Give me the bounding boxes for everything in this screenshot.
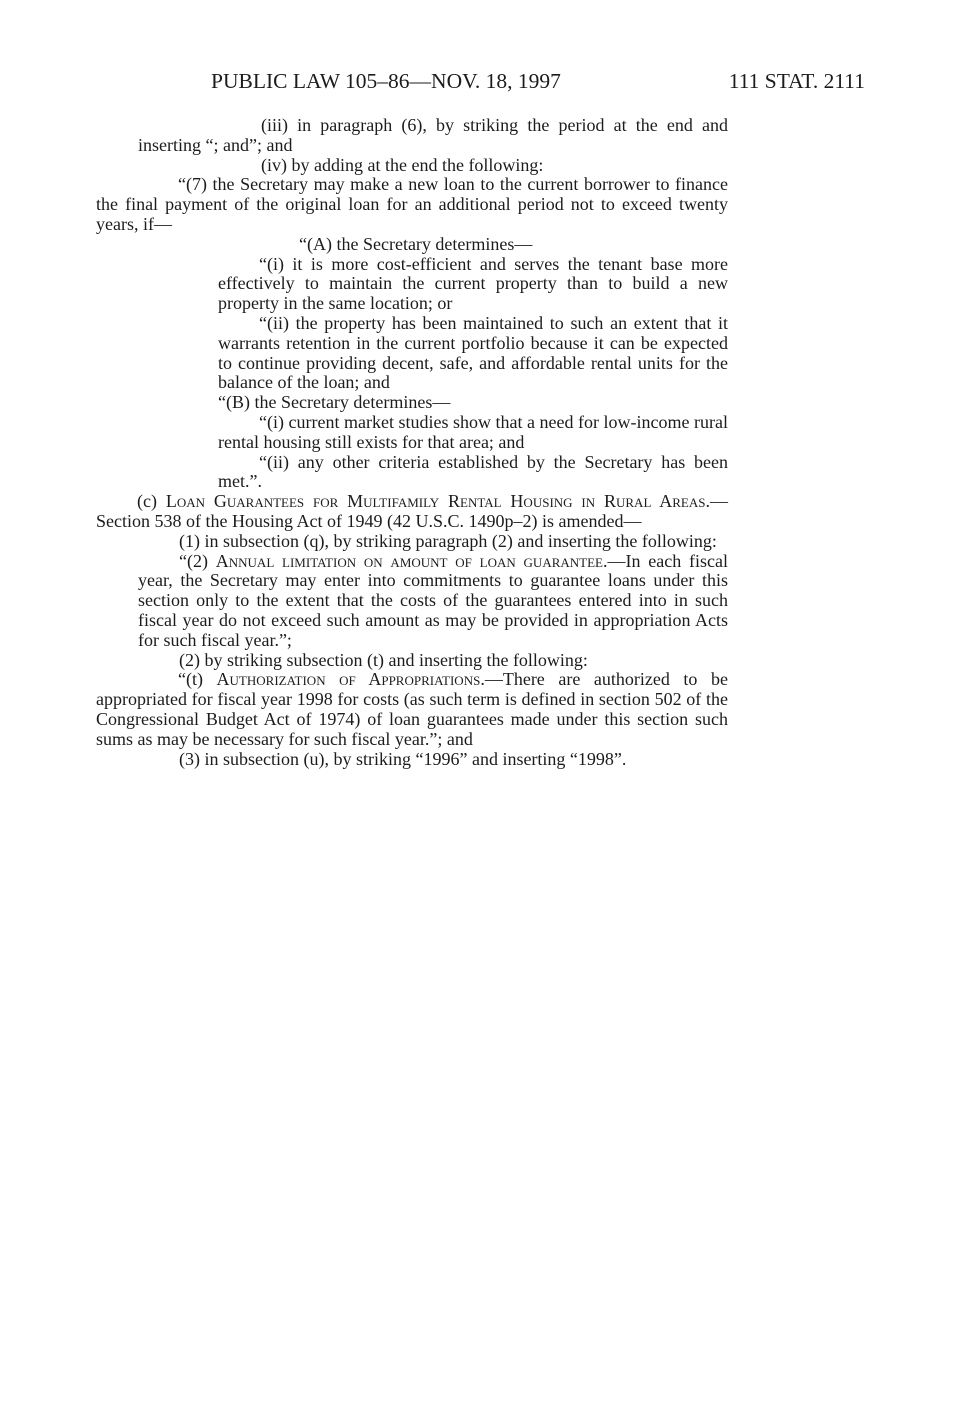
paragraph-c-1-2 bbox=[96, 552, 728, 651]
section-c-heading: Loan Guarantees for Multifamily Rental Housing in Rural Areas. bbox=[165, 491, 710, 512]
paragraph-iv: (iv) by adding at the end the following: bbox=[261, 154, 544, 175]
paragraph-A: “(A) the Secretary determines— bbox=[299, 233, 533, 254]
section-c-text: —Section 538 of the Housing Act of 1949 (42 U.S.C. 1490p–2) is amended— bbox=[96, 491, 728, 531]
document-body bbox=[96, 116, 728, 769]
paragraph-t bbox=[96, 670, 728, 749]
paragraph-iii: (iii) in paragraph (6), by striking the period at the end and inserting “; and”; and bbox=[138, 115, 728, 155]
paragraph-t-text: —There are authorized to be appropriated for fiscal year 1998 for costs (as such term is defined in section 502 of the Congressional Budget Act of 1974) of loan guarantees made under this section such sums as may be necessary for such fiscal year.”; and bbox=[96, 669, 728, 749]
statute-citation: 111 STAT. 2111 bbox=[728, 69, 865, 93]
paragraph-B: “(B) the Secretary determines— bbox=[218, 392, 451, 413]
paragraph-c-1-2-text: —In each fiscal year, the Secretary may enter into commitments to guarantee loans under this section only to the extent that the costs of the guarantees entered into in such fiscal year do not exceed such amount as may be provided in appropriation Acts for such fiscal year.”; bbox=[138, 550, 728, 650]
section-c-number: (c) bbox=[137, 491, 166, 512]
paragraph-t-number: “(t) bbox=[178, 669, 217, 690]
paragraph-c-1-2-heading: Annual limitation on amount of loan guarantee. bbox=[215, 550, 608, 571]
paragraph-A-i: “(i) it is more cost-efficient and serves the tenant base more effectively to maintain the current property than to build a new property in the same location; or bbox=[218, 253, 728, 314]
paragraph-7: “(7) the Secretary may make a new loan to the current borrower to finance the final payment of the original loan for an additional period not to exceed twenty years, if— bbox=[96, 174, 728, 234]
paragraph-B-ii: “(ii) any other criteria established by the Secretary has been met.”. bbox=[218, 451, 728, 492]
section-c bbox=[96, 492, 728, 532]
law-citation: PUBLIC LAW 105–86—NOV. 18, 1997 bbox=[211, 69, 561, 93]
paragraph-A-ii: “(ii) the property has been maintained to such an extent that it warrants retention in the current portfolio because it can be expected to continue providing decent, safe, and affordable rental units for the balance of the loan; and bbox=[218, 312, 728, 393]
paragraph-c-2: (2) by striking subsection (t) and inserting the following: bbox=[179, 649, 588, 670]
paragraph-B-i: “(i) current market studies show that a need for low-income rural rental housing still exists for that area; and bbox=[218, 411, 728, 452]
paragraph-c-1-2-number: “(2) bbox=[179, 550, 216, 571]
paragraph-c-1: (1) in subsection (q), by striking paragraph (2) and inserting the following: bbox=[179, 530, 717, 551]
page-header bbox=[211, 66, 865, 96]
paragraph-c-3: (3) in subsection (u), by striking “1996” and inserting “1998”. bbox=[179, 748, 627, 769]
paragraph-t-heading: Authorization of Appropriations. bbox=[216, 669, 485, 690]
